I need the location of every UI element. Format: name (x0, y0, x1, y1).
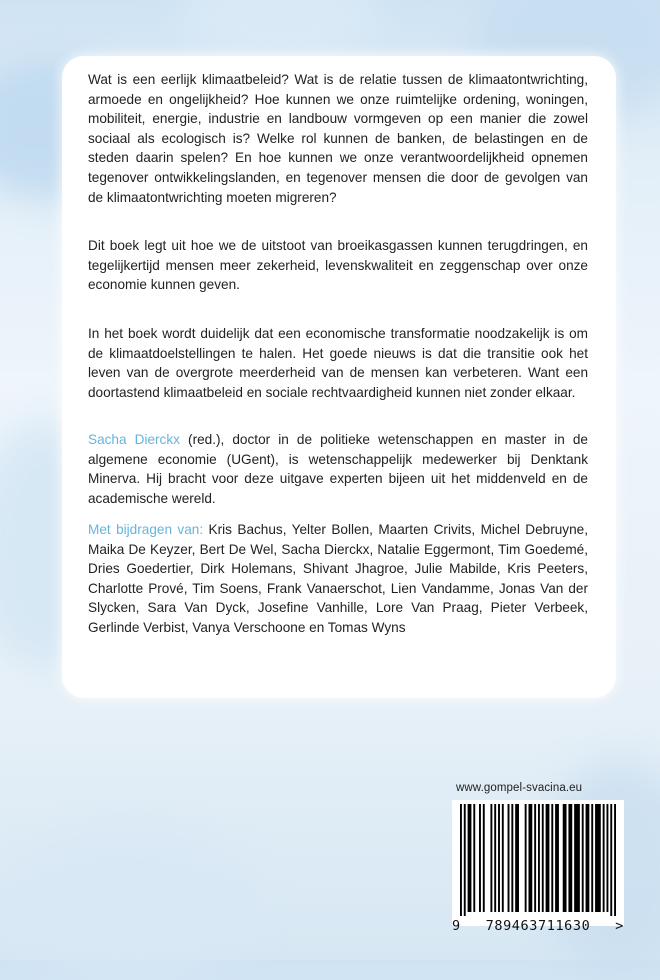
barcode-bar (515, 804, 519, 912)
barcode-bar (483, 804, 485, 912)
barcode-bar (555, 804, 559, 912)
barcode-bar (508, 804, 510, 912)
barcode-bar (574, 804, 580, 912)
barcode-bar (511, 804, 513, 912)
contributors-names: Kris Bachus, Yelter Bollen, Maarten Crivits, Michel Debruyne, Maika De Keyzer, Bert De Wel, Sacha Dierckx, Natalie Eggermont, Tim Goedemé, Dries Goedertier, Dirk Holemans, Shivant Jhagroe, Julie Mabilde, Kris Peeters, Charlotte Prové, Tim Soens, Frank Vanaerschot, Lien Vandamme, Jonas Van der Slycken, Sara Van Dyck, Josefine Vanhille, Lore Van Praag, Pieter Verbeek, Gerlinde Verbist, Vanya Verschoone en Tomas Wyns (88, 522, 588, 635)
barcode-bar (498, 804, 500, 912)
barcode-bar (610, 804, 612, 916)
barcode-bar (546, 804, 550, 912)
barcode-bar (538, 804, 540, 912)
barcode-bar (460, 804, 462, 916)
contributors-label: Met bijdragen van: (88, 522, 204, 537)
barcode-bar (528, 804, 532, 912)
barcode-bar (494, 804, 496, 912)
publisher-url: www.gompel-svacina.eu (456, 782, 583, 794)
barcode-bar (468, 804, 472, 912)
barcode-bar (542, 804, 544, 912)
conclusion-paragraph: In het boek wordt duidelijk dat een economische transformatie noodzakelijk is om de klimaatdoelstellingen te halen. Het goede nieuws is dat die transitie ook het leven van de overgrote meerderheid van de mensen kan verbeteren. Want een doortastend klimaatbeleid en sociale rechtvaardigheid kunnen niet zonder elkaar. (88, 326, 588, 400)
barcode-bar (490, 804, 492, 912)
author-bio-text: (red.), doctor in de politieke wetenschappen en master in de algemene economie (UGent), is wetenschappelijk medewerker bij Denktank Minerva. Hij bracht voor deze uitgave experten bijeen uit het middenveld en de academische wereld. (88, 432, 588, 506)
summary-paragraph: Dit boek legt uit hoe we de uitstoot van broeikasgassen kunnen terugdringen, en tegelijkertijd mensen meer zekerheid, levenskwaliteit en zeggenschap over onze economie kunnen geven. (88, 238, 588, 293)
barcode-bar (551, 804, 553, 912)
barcode-bar (606, 804, 608, 912)
barcode-bar (614, 804, 616, 916)
isbn-digits: 789463711630 (485, 918, 591, 934)
barcode-bar (473, 804, 475, 912)
contributors-list (88, 520, 588, 638)
author-bio (88, 430, 588, 508)
barcode-bar (534, 804, 536, 912)
barcode-bar (603, 804, 605, 912)
barcode-bar (568, 804, 572, 912)
barcode-bar (595, 804, 601, 912)
barcode-bar (502, 804, 504, 912)
isbn-lead-digit: 9 (452, 918, 461, 934)
background-blur (0, 820, 260, 980)
intro-paragraph: Wat is een eerlijk klimaatbeleid? Wat is de relatie tussen de klimaatontwrichting, armoede en ongelijkheid? Hoe kunnen we onze ruimtelijke ordening, woningen, mobiliteit, energie, industrie en landbouw vormgeven op een manier die zowel sociaal als ecologisch is? Welke rol kunnen de banken, de belastingen en de steden daarin spelen? En hoe kunnen we onze verantwoordelijkheid opnemen tegenover ontwikkelingslanden, en tegenover mensen die door de gevolgen van de klimaatontwrichting moeten migreren? (88, 72, 588, 205)
barcode-bar (464, 804, 466, 916)
isbn-number (452, 916, 624, 936)
isbn-arrow: > (615, 918, 624, 934)
barcode-bars (458, 804, 618, 916)
author-name: Sacha Dierckx (88, 432, 180, 447)
barcode-bar (563, 804, 567, 912)
barcode-bar (591, 804, 593, 912)
blurb-panel (62, 56, 616, 698)
barcode-bar (525, 804, 527, 912)
barcode-bar (586, 804, 590, 912)
barcode-bar (479, 804, 481, 912)
barcode-bar (582, 804, 584, 912)
isbn-barcode (452, 800, 624, 934)
